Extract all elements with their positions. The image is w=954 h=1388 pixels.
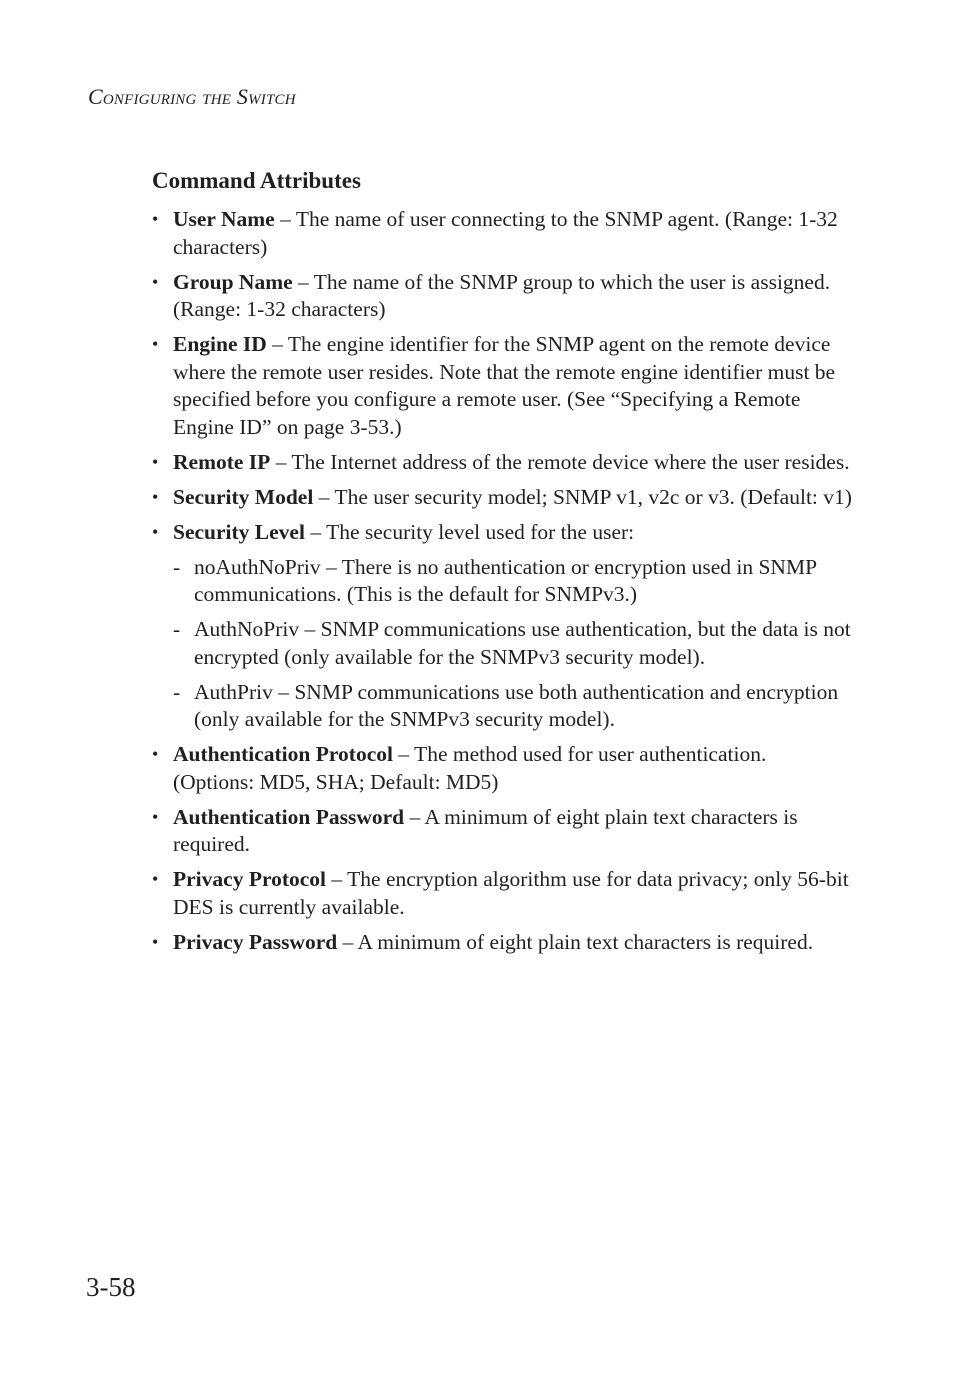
- attribute-description: – A minimum of eight plain text characters is required.: [337, 929, 814, 954]
- attribute-term: Engine ID: [173, 332, 267, 356]
- dash-marker: -: [173, 679, 181, 704]
- attribute-privacy-password: [152, 929, 852, 957]
- bullet-icon: •: [152, 209, 159, 229]
- command-attributes-list: [152, 206, 852, 964]
- attribute-remote-ip: [152, 449, 852, 477]
- attribute-user-name: [152, 206, 852, 261]
- attribute-security-model: [152, 484, 852, 512]
- attribute-term: Security Model: [173, 484, 314, 509]
- attribute-term: Authentication Protocol: [173, 742, 393, 766]
- bullet-icon: •: [152, 486, 159, 507]
- bullet-icon: •: [152, 744, 159, 764]
- section-title: Command Attributes: [152, 168, 361, 193]
- attribute-authentication-password: [152, 804, 852, 859]
- attribute-term: Remote IP: [173, 449, 271, 474]
- security-level-options: [173, 554, 852, 734]
- attribute-description: – The security level used for the user:: [304, 519, 635, 544]
- attribute-description: – The name of the SNMP group to which the user is assigned. (Range: 1-32 characters): [173, 269, 831, 321]
- attribute-term: Authentication Password: [173, 804, 405, 829]
- bullet-icon: •: [152, 869, 159, 889]
- attribute-term: Privacy Password: [173, 929, 338, 954]
- bullet-icon: •: [152, 806, 159, 827]
- bullet-icon: •: [152, 931, 159, 952]
- bullet-icon: •: [152, 521, 159, 542]
- security-level-text: noAuthNoPriv – There is no authentication or encryption used in SNMP communications. (This is the default for SNMPv3.): [194, 554, 817, 606]
- attribute-description: – The method used for user authentication. (Options: MD5, SHA; Default: MD5): [173, 742, 767, 794]
- security-level-text: AuthPriv – SNMP communications use both authentication and encryption (only available for the SNMPv3 security model).: [194, 679, 839, 731]
- attribute-description: – The encryption algorithm use for data privacy; only 56-bit DES is currently available.: [173, 867, 849, 919]
- attribute-privacy-protocol: [152, 866, 852, 921]
- bullet-icon: •: [152, 451, 159, 472]
- attribute-description: – The user security model; SNMP v1, v2c or v3. (Default: v1): [313, 484, 852, 509]
- attribute-term: Privacy Protocol: [173, 867, 327, 891]
- attribute-term: Security Level: [173, 519, 305, 544]
- attribute-description: – The name of user connecting to the SNMP agent. (Range: 1-32 characters): [173, 207, 838, 259]
- attribute-description: – The engine identifier for the SNMP agent on the remote device where the remote user resides. Note that the remote engine identifier must be specified before you configure a remote user. (See “Specifying a Remote Engine ID” on page 3-53.): [173, 332, 836, 439]
- security-level-text: AuthNoPriv – SNMP communications use authentication, but the data is not encrypted (only available for the SNMPv3 security model).: [194, 617, 851, 669]
- page-number: 3-58: [86, 1272, 136, 1302]
- security-level-option: [173, 554, 852, 609]
- security-level-option: [173, 679, 852, 734]
- bullet-icon: •: [152, 334, 159, 354]
- attribute-engine-id: [152, 331, 852, 441]
- running-header: Configuring the Switch: [88, 84, 296, 109]
- dash-marker: -: [173, 554, 181, 579]
- attribute-authentication-protocol: [152, 741, 852, 796]
- bullet-icon: •: [152, 271, 159, 292]
- attribute-description: – The Internet address of the remote device where the user resides.: [270, 449, 850, 474]
- attribute-group-name: [152, 269, 852, 324]
- attribute-description: – A minimum of eight plain text characters is required.: [173, 804, 798, 856]
- attribute-term: User Name: [173, 207, 275, 231]
- security-level-option: [173, 616, 852, 671]
- attribute-security-level: [152, 519, 852, 734]
- attribute-term: Group Name: [173, 269, 293, 294]
- dash-marker: -: [173, 617, 181, 641]
